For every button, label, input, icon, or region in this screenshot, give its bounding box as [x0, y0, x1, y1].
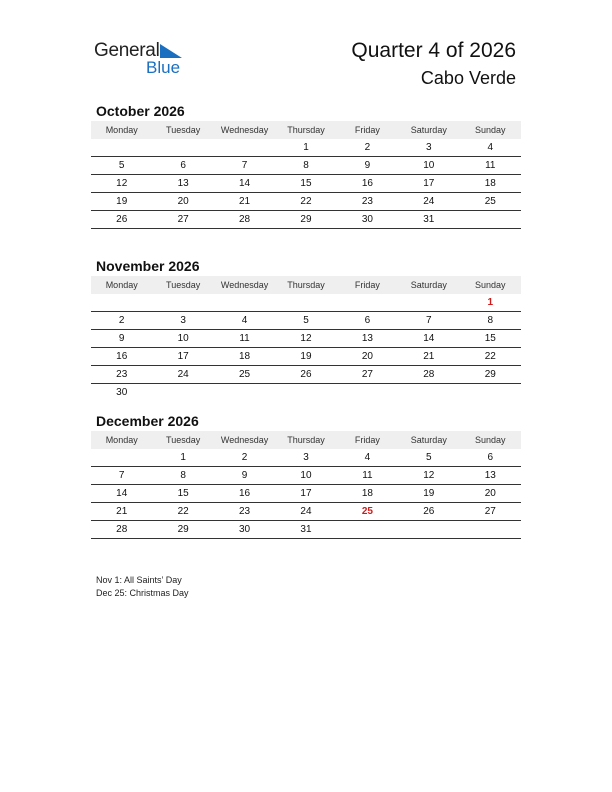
week-row [91, 211, 521, 229]
day-cell: 31 [275, 521, 336, 539]
weekday-header: Friday [337, 431, 398, 449]
day-cell: 24 [152, 366, 213, 384]
day-cell: 16 [337, 175, 398, 193]
empty-day-cell [214, 384, 275, 402]
page-subtitle: Cabo Verde [420, 68, 516, 88]
empty-day-cell [460, 384, 521, 402]
day-cell: 20 [460, 485, 521, 503]
weekday-header: Sunday [460, 276, 521, 294]
weekday-header: Thursday [275, 276, 336, 294]
weekday-header: Saturday [398, 431, 459, 449]
day-cell: 21 [214, 193, 275, 211]
day-cell: 20 [337, 348, 398, 366]
week-row [91, 366, 521, 384]
weekday-header-row [91, 431, 521, 449]
weekday-header: Wednesday [214, 276, 275, 294]
day-cell: 15 [152, 485, 213, 503]
day-cell: 6 [337, 312, 398, 330]
logo-text-general: General [94, 40, 160, 61]
weekday-header-row [91, 121, 521, 139]
day-cell: 18 [214, 348, 275, 366]
logo-triangle-icon [160, 44, 182, 58]
month-october [91, 102, 521, 229]
day-cell: 1 [275, 139, 336, 157]
weekday-header: Thursday [275, 121, 336, 139]
week-row [91, 193, 521, 211]
empty-day-cell [460, 521, 521, 539]
week-row [91, 503, 521, 521]
day-cell: 25 [214, 366, 275, 384]
day-cell: 19 [91, 193, 152, 211]
day-cell: 16 [91, 348, 152, 366]
weekday-header: Monday [91, 431, 152, 449]
day-cell: 14 [91, 485, 152, 503]
week-row [91, 330, 521, 348]
empty-day-cell [337, 384, 398, 402]
day-cell: 4 [460, 139, 521, 157]
day-cell: 5 [398, 449, 459, 467]
day-cell: 10 [275, 467, 336, 485]
day-cell: 23 [214, 503, 275, 521]
day-cell: 30 [337, 211, 398, 229]
day-cell: 9 [214, 467, 275, 485]
day-cell: 26 [398, 503, 459, 521]
day-cell: 1 [152, 449, 213, 467]
day-cell: 6 [460, 449, 521, 467]
day-cell: 18 [337, 485, 398, 503]
empty-day-cell [275, 294, 336, 312]
empty-day-cell [152, 384, 213, 402]
weekday-header-row [91, 276, 521, 294]
month-title: November 2026 [96, 258, 200, 274]
day-cell: 17 [152, 348, 213, 366]
day-cell: 2 [337, 139, 398, 157]
day-cell: 15 [275, 175, 336, 193]
day-cell: 22 [460, 348, 521, 366]
day-cell: 27 [460, 503, 521, 521]
day-cell: 9 [91, 330, 152, 348]
day-cell: 4 [214, 312, 275, 330]
day-cell: 12 [91, 175, 152, 193]
day-cell: 11 [460, 157, 521, 175]
day-cell: 13 [460, 467, 521, 485]
day-cell: 8 [275, 157, 336, 175]
day-cell: 11 [337, 467, 398, 485]
weekday-header: Friday [337, 276, 398, 294]
day-cell: 14 [398, 330, 459, 348]
day-cell: 17 [275, 485, 336, 503]
logo [94, 40, 194, 80]
day-cell: 12 [398, 467, 459, 485]
day-cell: 26 [275, 366, 336, 384]
day-cell: 17 [398, 175, 459, 193]
day-cell: 30 [214, 521, 275, 539]
day-cell: 12 [275, 330, 336, 348]
day-cell: 16 [214, 485, 275, 503]
week-row [91, 139, 521, 157]
day-cell: 30 [116, 387, 128, 398]
day-cell: 13 [152, 175, 213, 193]
weekday-header: Tuesday [152, 121, 213, 139]
month-december [91, 412, 521, 539]
day-cell: 4 [337, 449, 398, 467]
day-cell: 28 [91, 521, 152, 539]
week-row [91, 294, 521, 312]
day-cell: 25 [460, 193, 521, 211]
holiday-notes [96, 574, 189, 600]
day-cell: 24 [398, 193, 459, 211]
week-row [91, 467, 521, 485]
page-title: Quarter 4 of 2026 [351, 39, 516, 62]
week-row [91, 485, 521, 503]
day-cell: 5 [275, 312, 336, 330]
week-row [91, 384, 521, 402]
week-row [91, 312, 521, 330]
month-title: October 2026 [96, 103, 185, 119]
empty-day-cell [152, 294, 213, 312]
day-cell: 1 [460, 294, 521, 312]
month-title: December 2026 [96, 413, 199, 429]
day-cell: 22 [275, 193, 336, 211]
weekday-header: Thursday [275, 431, 336, 449]
day-cell: 31 [398, 211, 459, 229]
day-cell: 26 [91, 211, 152, 229]
weekday-header: Monday [91, 276, 152, 294]
weekday-header: Saturday [398, 121, 459, 139]
day-cell: 28 [398, 366, 459, 384]
week-row [91, 449, 521, 467]
day-cell: 20 [152, 193, 213, 211]
day-cell: 18 [460, 175, 521, 193]
empty-day-cell [91, 139, 152, 157]
day-cell: 3 [398, 139, 459, 157]
day-cell: 6 [152, 157, 213, 175]
empty-day-cell [460, 211, 521, 229]
weekday-header: Tuesday [152, 431, 213, 449]
empty-day-cell [91, 449, 152, 467]
holiday-note: Nov 1: All Saints’ Day [96, 575, 182, 585]
day-cell: 2 [91, 312, 152, 330]
day-cell: 21 [398, 348, 459, 366]
day-cell: 5 [91, 157, 152, 175]
empty-day-cell [91, 294, 152, 312]
day-cell: 10 [398, 157, 459, 175]
weekday-header: Wednesday [214, 431, 275, 449]
holiday-note: Dec 25: Christmas Day [96, 588, 189, 598]
day-cell: 29 [152, 521, 213, 539]
day-cell: 23 [91, 366, 152, 384]
day-cell: 11 [214, 330, 275, 348]
calendar-grid [91, 431, 521, 539]
day-cell: 7 [214, 157, 275, 175]
calendar-grid [91, 276, 521, 401]
empty-day-cell [398, 521, 459, 539]
empty-day-cell [214, 294, 275, 312]
empty-day-cell [337, 294, 398, 312]
day-cell: 24 [275, 503, 336, 521]
day-cell: 7 [398, 312, 459, 330]
week-row [91, 157, 521, 175]
day-cell: 19 [275, 348, 336, 366]
day-cell: 23 [337, 193, 398, 211]
calendar-grid [91, 121, 521, 229]
day-cell: 29 [275, 211, 336, 229]
day-cell: 28 [214, 211, 275, 229]
day-cell: 9 [337, 157, 398, 175]
week-row [91, 348, 521, 366]
logo-text-blue: Blue [146, 58, 181, 77]
week-row [91, 175, 521, 193]
empty-day-cell [398, 294, 459, 312]
weekday-header: Friday [337, 121, 398, 139]
day-cell: 7 [91, 467, 152, 485]
empty-day-cell [398, 384, 459, 402]
weekday-header: Monday [91, 121, 152, 139]
month-november [91, 257, 521, 401]
empty-day-cell [275, 384, 336, 402]
weekday-header: Sunday [460, 431, 521, 449]
weekday-header: Wednesday [214, 121, 275, 139]
day-cell: 13 [337, 330, 398, 348]
day-cell: 29 [460, 366, 521, 384]
day-cell: 27 [152, 211, 213, 229]
day-cell: 15 [460, 330, 521, 348]
day-cell: 10 [152, 330, 213, 348]
empty-day-cell [337, 521, 398, 539]
day-cell: 8 [152, 467, 213, 485]
day-cell: 21 [91, 503, 152, 521]
day-cell: 8 [460, 312, 521, 330]
day-cell: 14 [214, 175, 275, 193]
weekday-header: Tuesday [152, 276, 213, 294]
empty-day-cell [214, 139, 275, 157]
day-cell: 19 [398, 485, 459, 503]
day-cell: 22 [152, 503, 213, 521]
weekday-header: Saturday [398, 276, 459, 294]
day-cell: 3 [275, 449, 336, 467]
day-cell: 3 [152, 312, 213, 330]
day-cell: 25 [337, 503, 398, 521]
weekday-header: Sunday [460, 121, 521, 139]
week-row [91, 521, 521, 539]
day-cell: 27 [337, 366, 398, 384]
day-cell: 2 [214, 449, 275, 467]
empty-day-cell [152, 139, 213, 157]
